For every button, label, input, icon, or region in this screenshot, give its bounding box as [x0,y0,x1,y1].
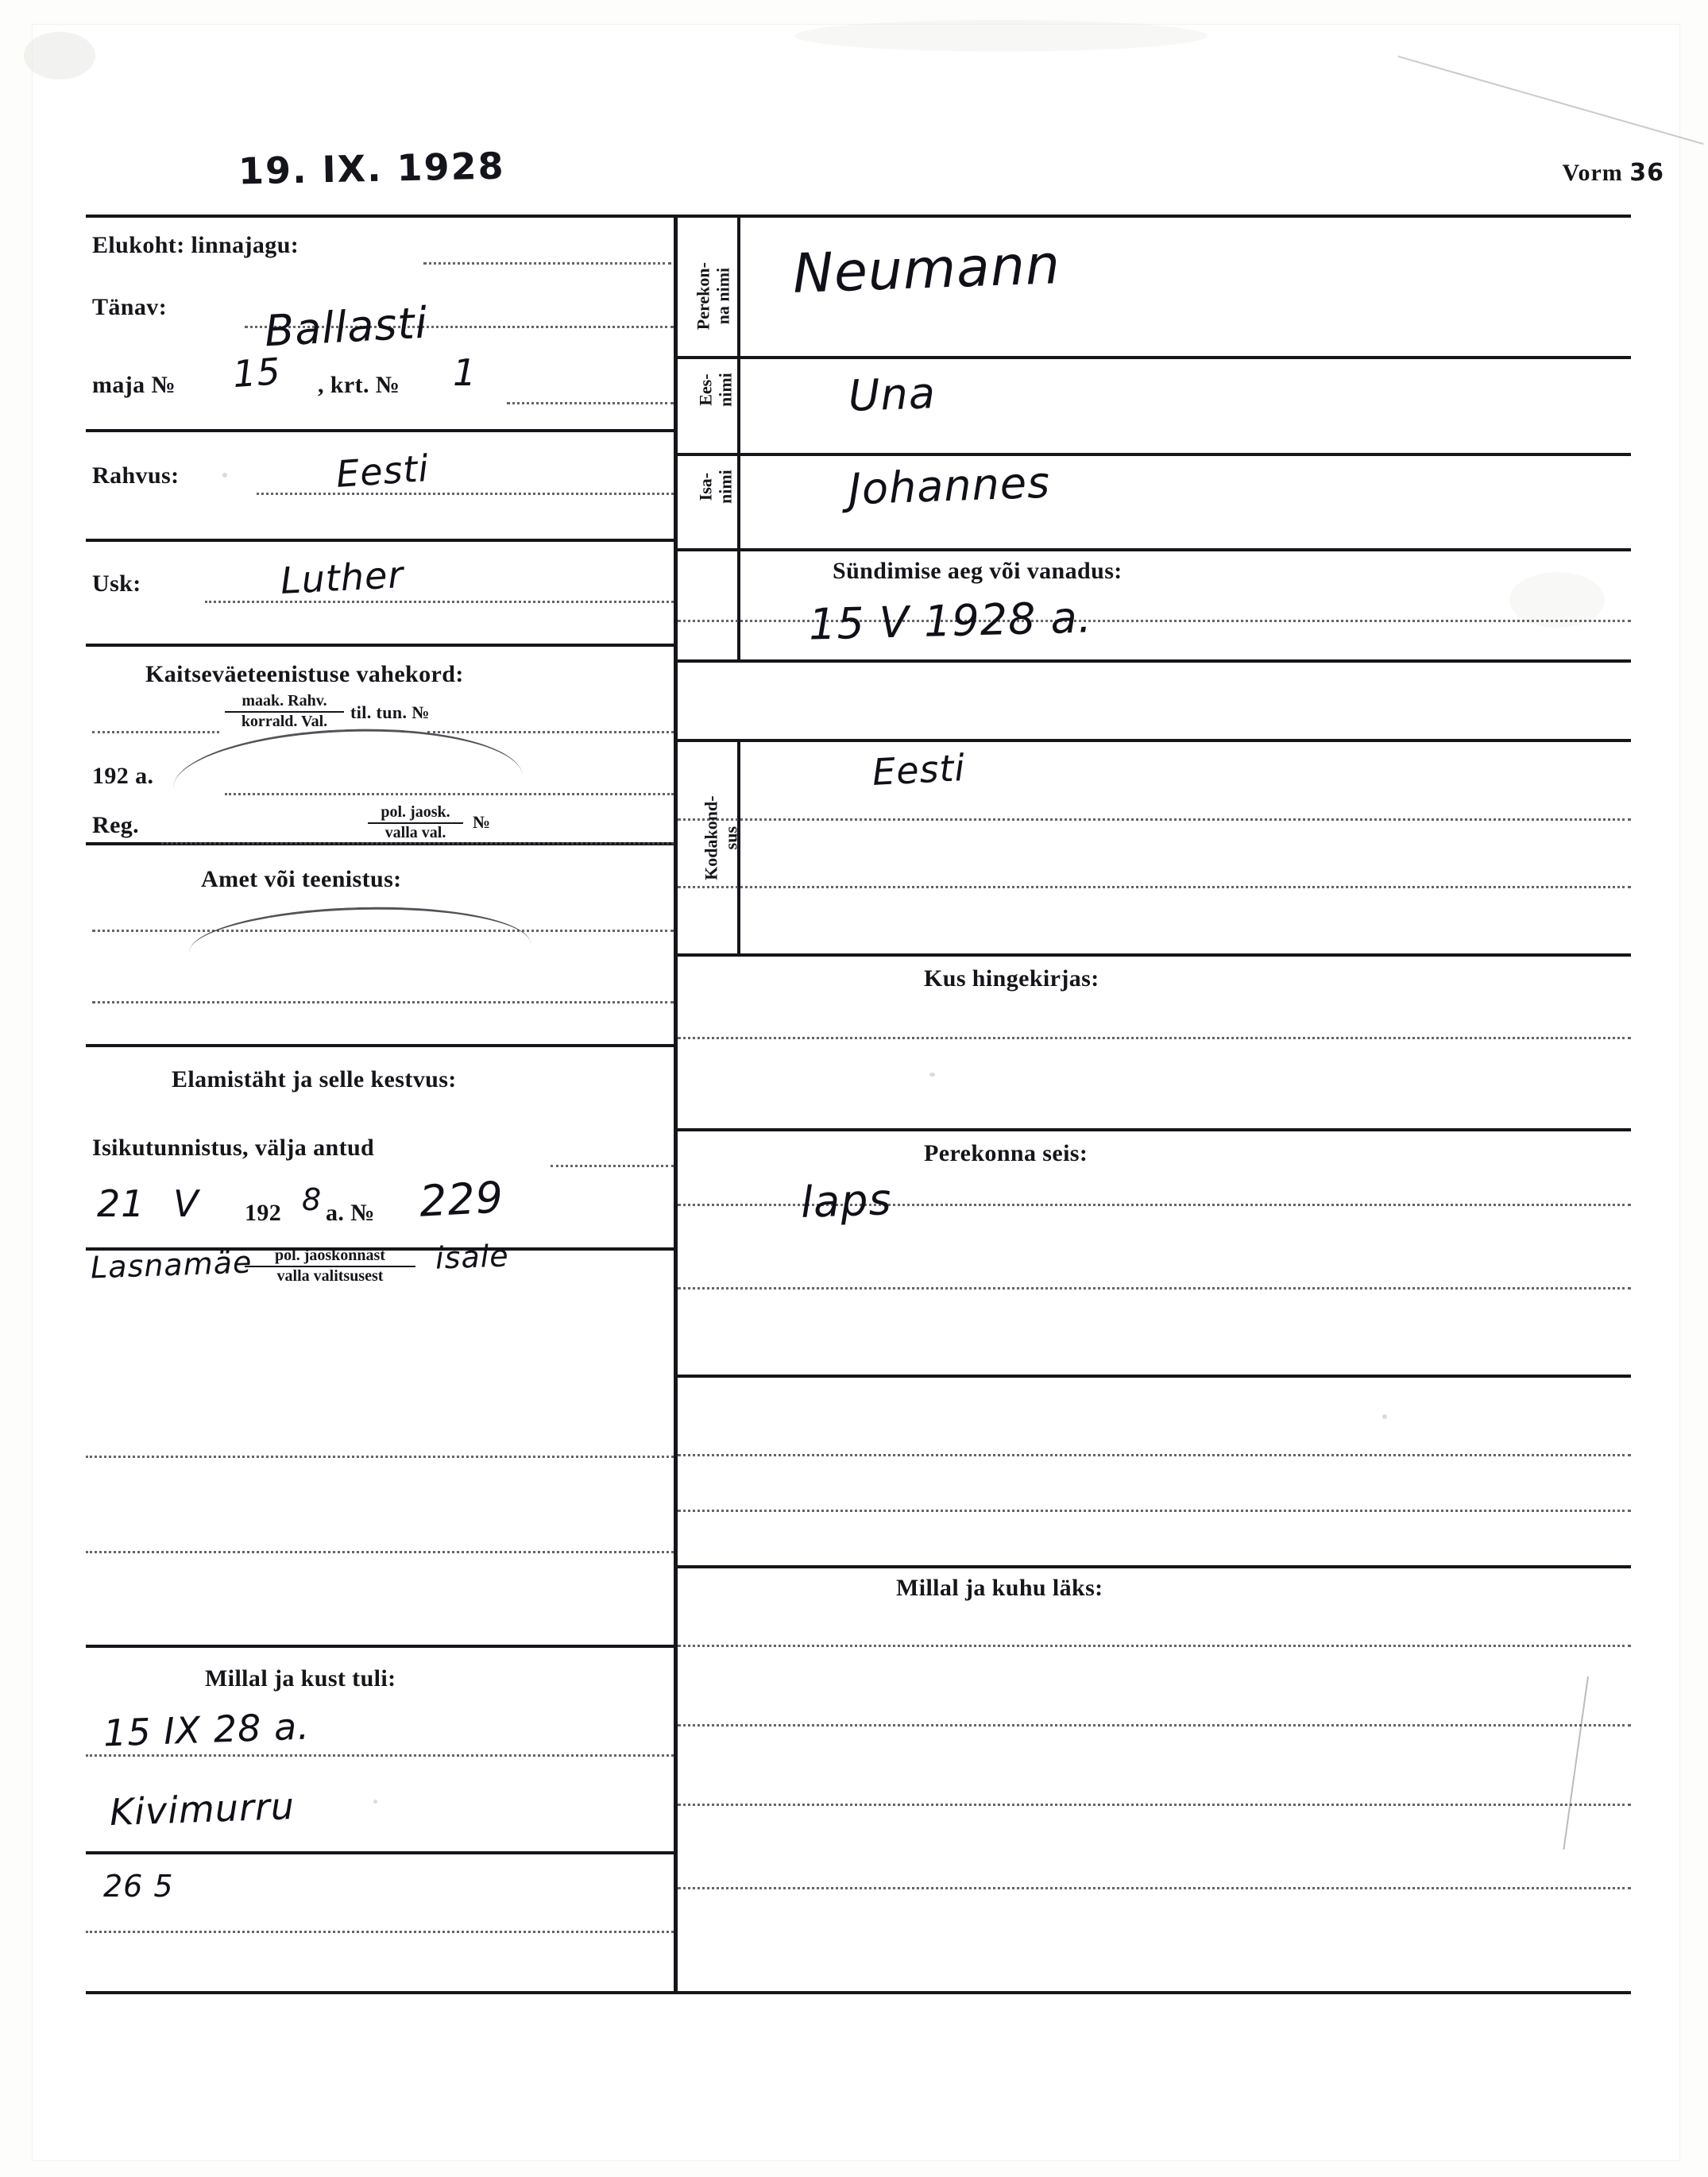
field-value-citizenship: Eesti [871,745,967,795]
pencil-strikethrough [172,723,524,841]
rule [678,659,1631,663]
field-label-nationality: Rahvus: [92,462,180,489]
rule [678,1565,1631,1568]
field-value-patronymic: Johannes [847,457,1052,515]
rule [86,429,674,432]
dotted-rule [92,1001,674,1003]
dotted-rule [678,1724,1631,1727]
field-label-family-status: Perekonna seis: [924,1140,1088,1166]
firstname-label-line2: nimi [715,373,735,408]
field-label-residence-permit: Elamistäht ja selle kestvus: [172,1066,457,1092]
field-value-id-day: 21 [97,1182,145,1225]
rule [678,739,1631,742]
field-value-arrival-line3: 26 5 [103,1869,174,1904]
military-reg-bot: valla val. [384,823,446,841]
scan-blotch [794,20,1208,52]
rule [86,215,674,218]
field-value-arrival-line1: 15 IX 28 a. [102,1704,311,1755]
dotted-rule [423,262,671,265]
scan-blotch [24,32,95,79]
dotted-rule [205,601,674,603]
field-label-departure: Millal ja kuhu läks: [896,1575,1103,1601]
dotted-rule [86,1456,674,1458]
date-stamp: 19. IX. 1928 [238,144,506,193]
dotted-rule [427,731,674,733]
dotted-rule [86,1754,674,1757]
rule [86,1851,674,1854]
dotted-rule [86,1931,674,1933]
field-label-military-cert: til. tun. № [350,702,430,722]
field-label-residence: Elukoht: linnajagu: [92,232,299,258]
field-label-id-year-prefix: 192 [245,1200,282,1226]
dotted-rule [92,731,219,733]
surname-label-line2: na nimi [713,267,732,325]
military-reg-top: pol. jaosk. [368,804,463,824]
field-label-arrival: Millal ja kust tuli: [205,1665,396,1692]
id-issuer-bot: valla valitsusest [276,1266,384,1285]
military-office-top: maak. Rahv. [225,693,344,713]
field-value-surname: Neumann [791,234,1062,306]
label-gutter-divider [737,215,740,659]
field-value-id-month: V [173,1182,199,1225]
field-label-id: Isikutunnistus, välja antud [92,1135,375,1161]
dotted-rule [257,493,674,495]
rule [86,1044,674,1047]
patronymic-label-line1: Isa- [695,472,716,501]
dotted-rule [507,402,674,404]
dotted-rule [161,842,674,845]
dotted-rule [678,1645,1631,1647]
column-divider [674,215,678,1994]
field-value-birth: 15 V 1928 a. [808,592,1093,650]
field-value-id-number: 229 [418,1172,505,1227]
dotted-rule [678,1037,1631,1039]
field-label-apartment: , krt. № [318,372,400,398]
field-label-religion: Usk: [92,570,141,597]
citizenship-label-line2: sus [721,826,740,850]
field-value-firstname: Una [847,368,937,421]
id-issuer-top: pol. jaoskonnast [245,1247,415,1267]
dotted-rule [678,1887,1631,1889]
rule [678,1991,1631,1994]
rule [86,1645,674,1648]
field-label-house: maja № [92,372,176,398]
field-label-birth: Sündimise aeg või vanadus: [833,558,1123,584]
field-label-military-reg: Reg. [92,812,140,838]
rule [678,215,1631,218]
rule [678,1128,1631,1131]
field-label-citizenship [701,751,740,926]
field-value-family-status: laps [799,1174,893,1228]
pencil-strikethrough [188,903,532,993]
field-value-id-year-suffix: 8 [302,1182,323,1217]
field-label-parish: Kus hingekirjas: [924,965,1099,992]
field-value-nationality: Eesti [334,446,431,497]
surname-label-line1: Perekon- [693,262,713,331]
dotted-rule [678,1454,1631,1456]
field-label-occupation: Amet või teenistus: [201,866,402,892]
dotted-rule [86,1551,674,1553]
rule [678,953,1631,957]
rule [678,356,1631,359]
field-value-id-issuer: Lasnamäe [90,1244,253,1286]
field-label-patronymic [696,427,735,547]
dotted-rule [678,1804,1631,1806]
rule [86,644,674,647]
rule [678,548,1631,551]
rule [678,1375,1631,1378]
form-number-value: 36 [1629,159,1664,187]
dotted-rule [678,1287,1631,1290]
dotted-rule [678,886,1631,888]
patronymic-label-line2: nimi [715,470,735,505]
rule [86,539,674,542]
registration-form [86,215,1631,1994]
field-value-apartment: 1 [453,351,477,394]
citizenship-label-line1: Kodakond- [701,795,721,880]
field-label-military-reg-no: № [473,812,491,832]
field-label-id-year: a. № [326,1200,375,1226]
form-number-label: Vorm [1562,160,1623,186]
scan-scratch [1397,56,1703,145]
field-label-military: Kaitseväeteenistuse vahekord: [145,661,464,687]
dotted-rule [551,1165,674,1167]
dotted-rule [678,1510,1631,1512]
firstname-label-line1: Ees- [695,373,716,406]
field-value-id-issuer-extra: isale [435,1238,510,1276]
field-value-street: Ballasti [263,297,430,357]
field-value-religion: Luther [279,552,405,603]
rule [678,453,1631,456]
field-label-id-issuer-office [245,1247,415,1285]
field-value-house: 15 [231,349,283,396]
field-label-military-year: 192 a. [92,763,154,789]
field-value-arrival-line2: Kivimurru [109,1784,296,1835]
field-label-military-office [225,693,344,730]
field-label-street: Tänav: [92,294,168,320]
dotted-rule [678,818,1631,821]
rule [86,1991,674,1994]
military-office-bot: korrald. Val. [241,712,328,730]
form-number [1563,159,1664,187]
